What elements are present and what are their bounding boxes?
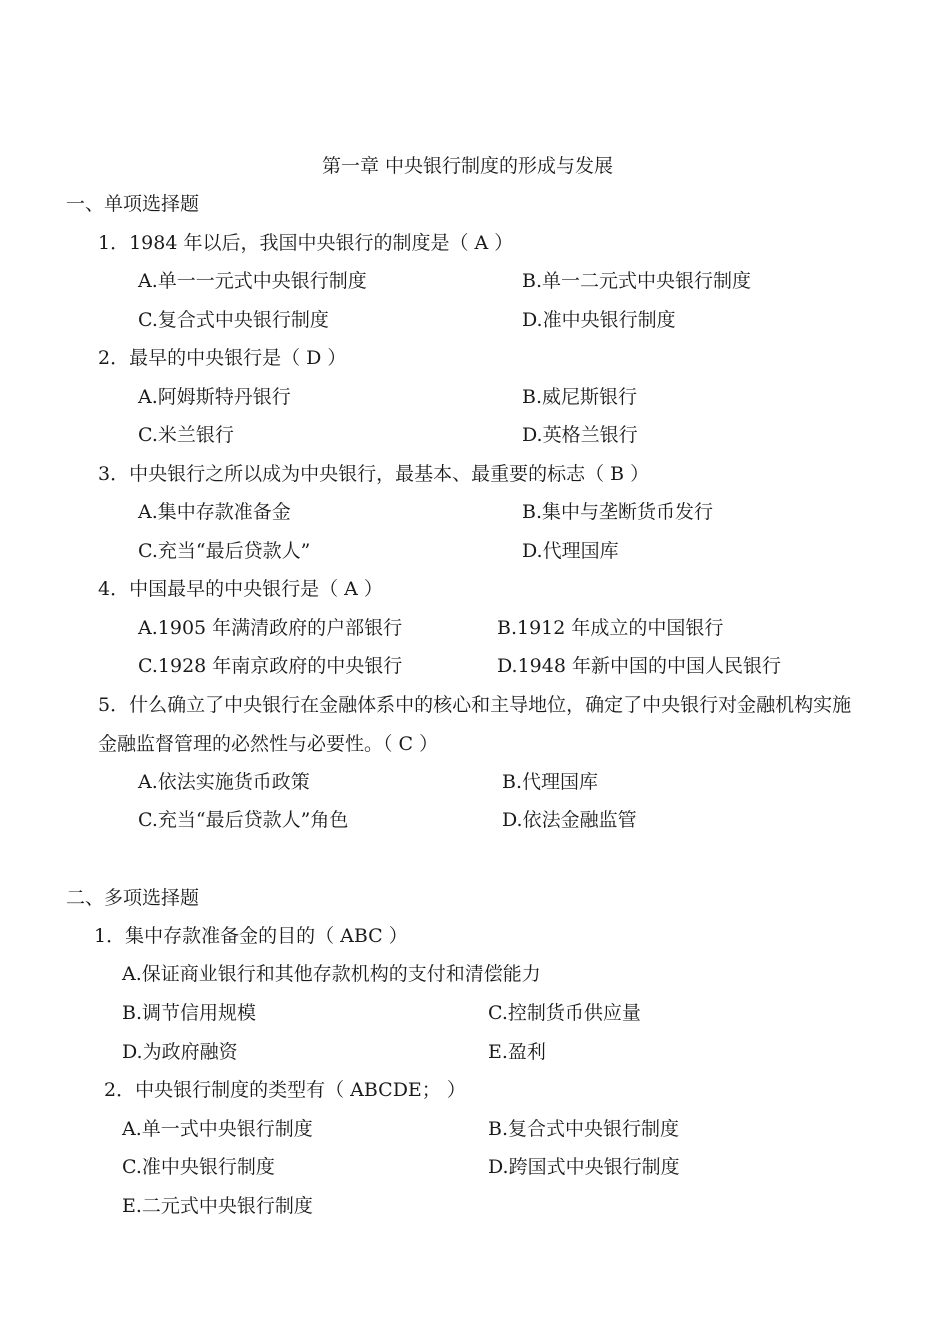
question-stem: 2．最早的中央银行是（ D ） (98, 347, 347, 369)
question-option: D.跨国式中央银行制度 (488, 1156, 680, 1178)
question-option: E.盈利 (488, 1041, 546, 1063)
question-option: A.1905 年满清政府的户部银行 (138, 617, 403, 639)
question-option: D.为政府融资 (122, 1041, 238, 1063)
question-option: D.代理国库 (522, 540, 619, 562)
question-option: C.1928 年南京政府的中央银行 (138, 655, 403, 677)
question-stem: 3．中央银行之所以成为中央银行，最基本、最重要的标志（ B ） (98, 463, 650, 485)
question-option: D.依法金融监管 (502, 809, 637, 831)
question-option: D.1948 年新中国的中国人民银行 (497, 655, 781, 677)
question-option: D.准中央银行制度 (522, 309, 676, 331)
question-option: A.依法实施货币政策 (138, 771, 310, 793)
question-option: A.集中存款准备金 (138, 501, 291, 523)
question-stem: 4．中国最早的中央银行是（ A ） (98, 578, 383, 600)
question-option: B.威尼斯银行 (522, 386, 638, 408)
question-option: C.复合式中央银行制度 (138, 309, 329, 331)
section-heading-single-choice: 一、单项选择题 (66, 193, 200, 215)
question-option: B.单一二元式中央银行制度 (522, 270, 752, 292)
question-stem: 5．什么确立了中央银行在金融体系中的核心和主导地位，确定了中央银行对金融机构实施 (98, 694, 852, 716)
page-title: 第一章 中央银行制度的形成与发展 (322, 155, 614, 177)
question-stem: 1．1984 年以后，我国中央银行的制度是（ A ） (98, 232, 514, 254)
question-option: C.充当“最后贷款人” (138, 540, 311, 562)
question-option: A.单一式中央银行制度 (122, 1118, 313, 1140)
question-option: C.控制货币供应量 (488, 1002, 641, 1024)
question-stem: 1．集中存款准备金的目的（ ABC ） (94, 925, 408, 947)
question-stem: 2．中央银行制度的类型有（ ABCDE； ） (104, 1079, 466, 1101)
question-option: B.集中与垄断货币发行 (522, 501, 714, 523)
question-option: A.阿姆斯特丹银行 (138, 386, 291, 408)
question-option: B.1912 年成立的中国银行 (497, 617, 724, 639)
question-option: C.充当“最后贷款人”角色 (138, 809, 349, 831)
section-heading-multiple-choice: 二、多项选择题 (66, 887, 200, 909)
question-option: A.单一一元式中央银行制度 (138, 270, 367, 292)
question-option: D.英格兰银行 (522, 424, 638, 446)
question-stem-continued: 金融监督管理的必然性与必要性。（ C ） (98, 733, 439, 755)
question-option: E.二元式中央银行制度 (122, 1195, 313, 1217)
question-option: B.代理国库 (502, 771, 599, 793)
question-option: B.复合式中央银行制度 (488, 1118, 680, 1140)
question-option: A.保证商业银行和其他存款机构的支付和清偿能力 (122, 963, 541, 985)
question-option: B.调节信用规模 (122, 1002, 257, 1024)
question-option: C.米兰银行 (138, 424, 234, 446)
question-option: C.准中央银行制度 (122, 1156, 275, 1178)
